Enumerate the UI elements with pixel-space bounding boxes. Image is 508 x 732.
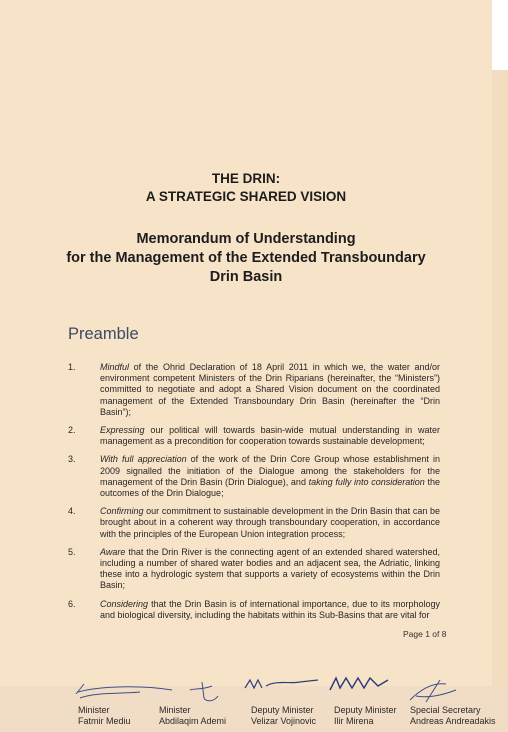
item-lead: Mindful bbox=[100, 362, 130, 372]
subtitle-line-3: Drin Basin bbox=[209, 269, 283, 285]
list-item bbox=[68, 599, 440, 621]
item-number: 4. bbox=[68, 506, 76, 517]
page-number: Page 1 of 8 bbox=[403, 629, 447, 639]
item-text: that the Drin Basin is of international importance, due to its morphology and biological diversity, including the habitats within its Sub-Basins that are vital for bbox=[100, 598, 440, 620]
item-text: that the Drin River is the connecting agent of an extended shared watershed, including a number of shared water bodies and an adjacent sea, the Adriatic, linking these into a hydrologic system that supports a variety of ecosystems within the Drin Basin; bbox=[100, 546, 440, 591]
item-text: our political will towards basin-wide mutual understanding in water management as a precondition for cooperation towards sustainable development; bbox=[100, 425, 440, 447]
signatory-role: Minister bbox=[159, 705, 191, 715]
item-lead: Considering bbox=[100, 598, 149, 609]
item-lead: Expressing bbox=[100, 425, 145, 436]
list-item bbox=[68, 362, 440, 418]
signatory-name: Fatmir Mediu bbox=[78, 716, 131, 726]
item-number: 1. bbox=[68, 362, 76, 372]
signatory-role: Deputy Minister bbox=[251, 705, 314, 715]
item-text: of the work of the Drin Core Group whose establishment in 2009 signalled the initiation of the Dialogue among the stakeholders for the management of the Drin Basin (Drin Dialogue), and bbox=[100, 454, 440, 487]
list-item bbox=[68, 425, 440, 447]
item-number: 3. bbox=[68, 454, 76, 465]
signatory-name: Abdilaqim Ademi bbox=[159, 716, 227, 726]
signatory bbox=[334, 705, 397, 727]
item-lead: With full appreciation bbox=[100, 454, 187, 465]
subtitle-line-2: for the Management of the Extended Transboundary bbox=[66, 250, 426, 266]
item-text-2: the outcomes of the Drin Dialogue; bbox=[100, 476, 440, 499]
signatory bbox=[251, 705, 316, 727]
signatory bbox=[159, 705, 226, 727]
signatory-role: Deputy Minister bbox=[334, 705, 397, 715]
item-number: 6. bbox=[68, 598, 76, 609]
list-item bbox=[68, 506, 440, 540]
item-number: 2. bbox=[68, 425, 76, 436]
signatory-role: Minister bbox=[78, 705, 110, 715]
signatory bbox=[410, 705, 496, 727]
item-text: of the Ohrid Declaration of 18 April 2011 in which we, the water and/or environment competent Ministers of the Drin Riparians (hereinafter, the “Ministers”) committed to negotiate and adopt a Shared Vision document on the coordinated management of the Extended Transboundary Drin Basin (hereinafter the “Drin Basin”); bbox=[100, 362, 440, 417]
item-number: 5. bbox=[68, 546, 76, 557]
signatory-name: Velizar Vojinovic bbox=[251, 716, 317, 726]
signatory bbox=[78, 705, 131, 727]
preamble-list bbox=[68, 362, 440, 628]
item-lead: Aware bbox=[100, 546, 126, 557]
list-item bbox=[68, 547, 440, 592]
item-text: our commitment to sustainable development in the Drin Basin that can be brought about in a coherent way through transboundary cooperation, in accordance with the principles of the European Union integration process; bbox=[100, 506, 440, 539]
section-heading: Preamble bbox=[68, 325, 139, 343]
item-lead: Confirming bbox=[100, 506, 144, 517]
item-lead-2: taking fully into consideration bbox=[308, 476, 425, 487]
list-item bbox=[68, 454, 440, 499]
signatory-role: Special Secretary bbox=[410, 705, 481, 715]
signatory-name: Ilir Mirena bbox=[334, 716, 374, 726]
title-line-1: THE DRIN: bbox=[211, 171, 281, 186]
subtitle-line-1: Memorandum of Understanding bbox=[136, 231, 356, 247]
title-line-2: A STRATEGIC SHARED VISION bbox=[145, 189, 347, 204]
signatory-name: Andreas Andreadakis bbox=[410, 716, 496, 726]
